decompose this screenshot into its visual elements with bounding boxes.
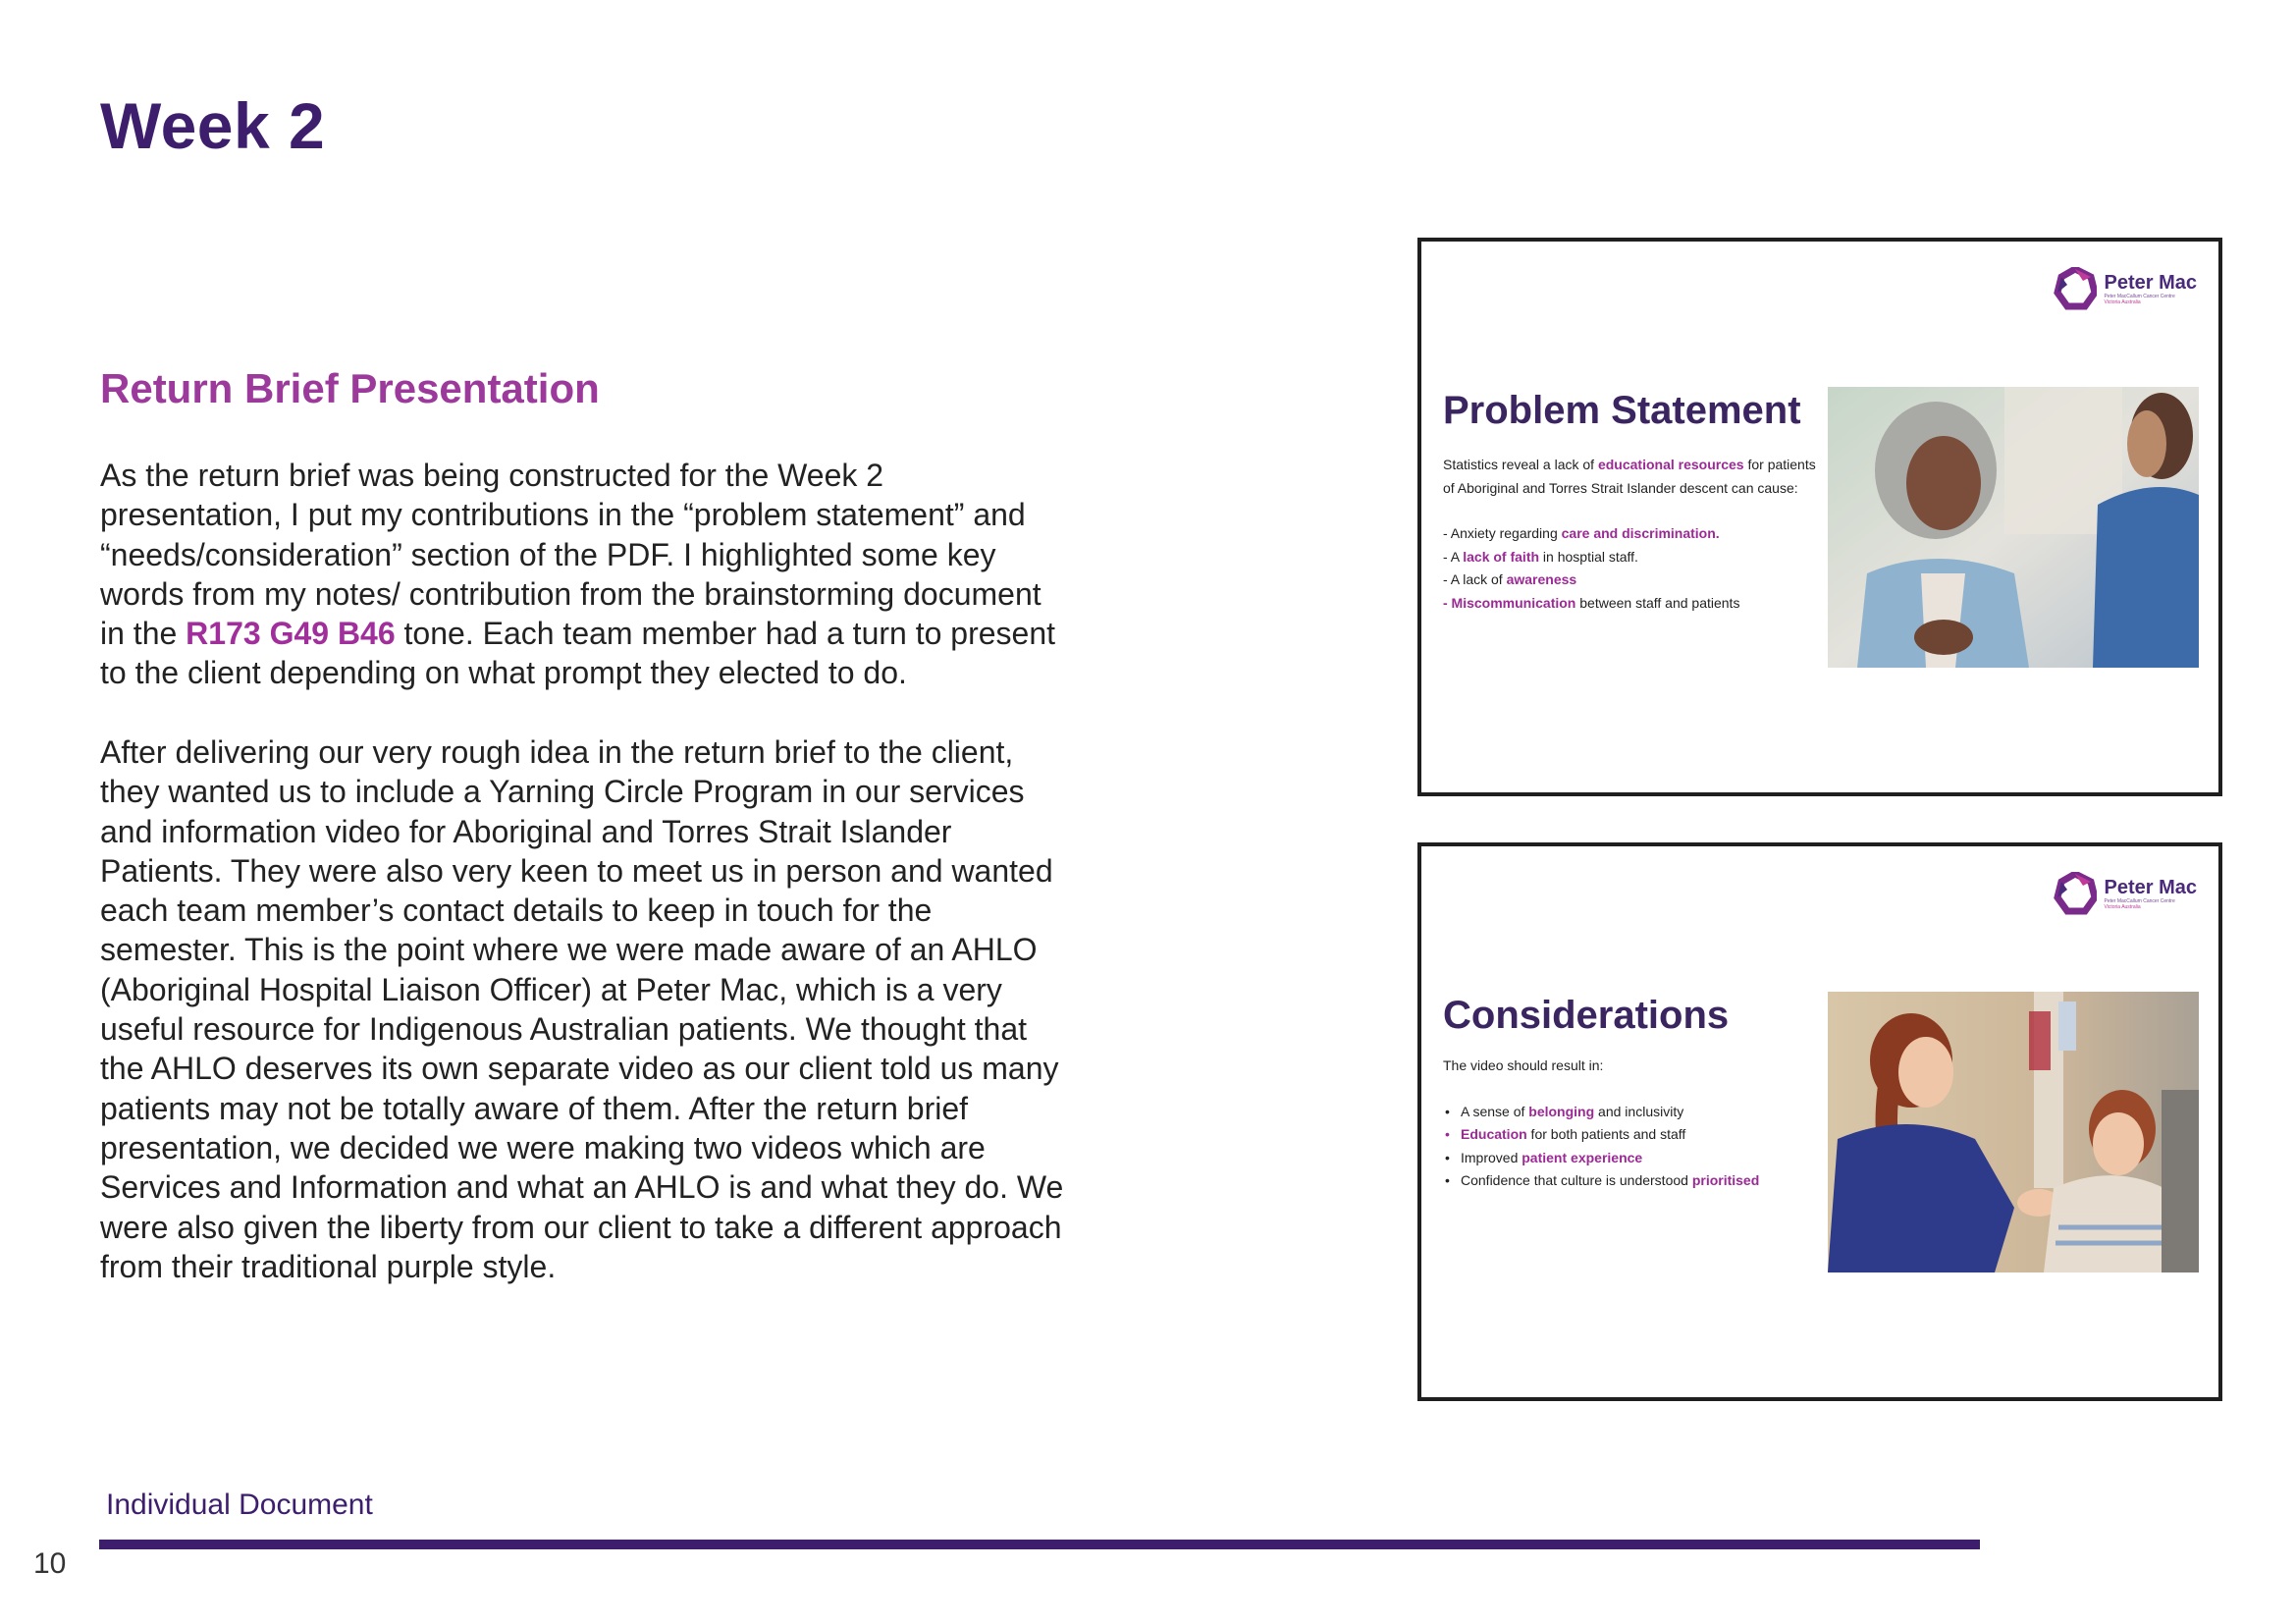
- footer-label: Individual Document: [106, 1489, 373, 1521]
- list-item: • Education for both patients and staff: [1461, 1123, 1816, 1147]
- slide-item: - Anxiety regarding care and discrimination.: [1443, 525, 1720, 541]
- peter-mac-logo-icon: [2054, 872, 2097, 915]
- photo-woman-with-nurse: [1828, 387, 2199, 668]
- paragraph-1: [100, 456, 1072, 693]
- list-item: • A sense of belonging and inclusivity: [1461, 1101, 1816, 1124]
- photo-nurse-with-patient: [1828, 992, 2199, 1272]
- slide-body: [1443, 1055, 1816, 1193]
- page-title: Week 2: [100, 89, 326, 162]
- logo-location: Victoria Australia: [2104, 299, 2141, 305]
- list-item: • Improved patient experience: [1461, 1147, 1816, 1170]
- logo-name: Peter Mac: [2104, 877, 2197, 898]
- logo-name: Peter Mac: [2104, 272, 2197, 294]
- slide-item: - A lack of faith in hosptial staff.: [1443, 548, 1638, 565]
- peter-mac-logo: [2054, 267, 2198, 310]
- slide-intro: Statistics reveal a lack of educational resources for patients of Aboriginal and Torres Strait Islander descent can cause:: [1443, 457, 1816, 496]
- paragraph-1-text-end: tone. Each team member had a turn to present to the client depending on what prompt they elected to do.: [100, 616, 1056, 691]
- logo-subtitle: Peter MacCallum Cancer Centre: [2104, 294, 2175, 299]
- peter-mac-logo-icon: [2054, 267, 2097, 310]
- logo-location: Victoria Australia: [2104, 904, 2141, 910]
- paragraph-1-text: As the return brief was being constructed for the Week 2 presentation, I put my contributions in the “problem statement” and “needs/consideration” section of the PDF. I highlighted some key words from my notes/ contribution from the brainstorming document in the: [100, 458, 1041, 652]
- slide-title: Problem Statement: [1443, 389, 1801, 432]
- slide-intro: The video should result in:: [1443, 1057, 1604, 1073]
- considerations-list: [1443, 1101, 1816, 1193]
- page-number: 10: [33, 1547, 67, 1580]
- slide-considerations: [1417, 842, 2222, 1401]
- section-title: Return Brief Presentation: [100, 365, 600, 411]
- color-code-highlight: R173 G49 B46: [186, 616, 396, 652]
- slide-title: Considerations: [1443, 994, 1730, 1037]
- paragraph-2: After delivering our very rough idea in the return brief to the client, they wanted us to include a Yarning Circle Program in our services and information video for Aboriginal and Torres Strait Islander Patients. They were also very keen to meet us in person and wanted each team member’s contact details to keep in touch for the semester. This is the point where we were made aware of an AHLO (Aboriginal Hospital Liaison Officer) at Peter Mac, which is a very useful resource for Indigenous Australian patients. We thought that the AHLO deserves its own separate video as our client told us many patients may not be totally aware of them. After the return brief presentation, we decided we were making two videos which are Services and Information and what an AHLO is and what they do. We were also given the liberty from our client to take a different approach from their traditional purple style.: [100, 734, 1064, 1284]
- logo-subtitle: Peter MacCallum Cancer Centre: [2104, 898, 2175, 904]
- slide-problem-statement: [1417, 238, 2222, 796]
- peter-mac-logo: [2054, 872, 2198, 915]
- list-item: • Confidence that culture is understood prioritised: [1461, 1169, 1816, 1193]
- slide-body: [1443, 454, 1816, 615]
- footer-divider: [99, 1540, 1980, 1549]
- slide-item: - A lack of awareness: [1443, 571, 1577, 587]
- slide-item: - Miscommunication between staff and patients: [1443, 594, 1740, 611]
